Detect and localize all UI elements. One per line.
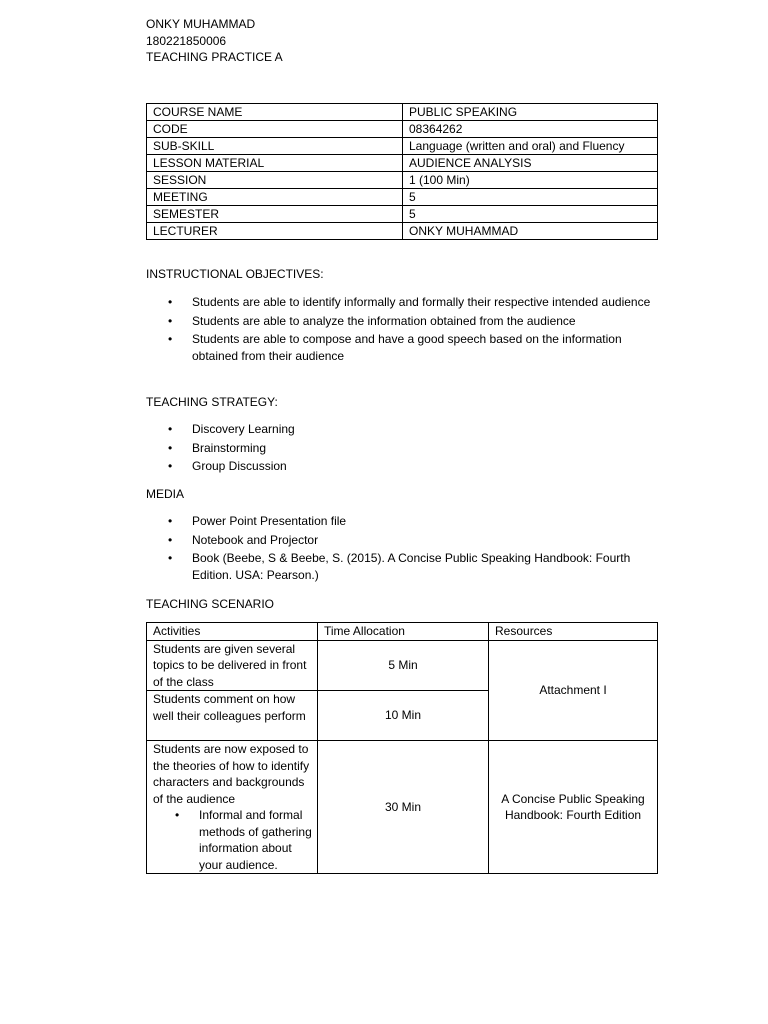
table-header-row — [147, 623, 658, 641]
column-header: Time Allocation — [318, 623, 489, 641]
list-item: • Notebook and Projector — [146, 532, 658, 549]
info-value: 1 (100 Min) — [403, 172, 658, 189]
time-cell: 30 Min — [318, 741, 489, 874]
course-info-table — [146, 103, 658, 240]
teaching-scenario-table — [146, 622, 658, 874]
strategy-list — [146, 421, 658, 475]
media-heading: MEDIA — [146, 487, 185, 501]
list-item: • Students are able to analyze the information obtained from the audience — [146, 313, 658, 330]
list-item: • Power Point Presentation file — [146, 513, 658, 530]
time-cell: 5 Min — [318, 640, 489, 691]
list-item: • Brainstorming — [146, 440, 658, 457]
activity-text: Students are now exposed to the theories of how to identify characters and backgrounds of the audience — [153, 742, 310, 806]
info-label: CODE — [147, 121, 403, 138]
info-value: PUBLIC SPEAKING — [403, 104, 658, 121]
info-value: AUDIENCE ANALYSIS — [403, 155, 658, 172]
table-row — [147, 138, 658, 155]
activity-cell: Students comment on how well their colleagues perform — [147, 691, 318, 741]
objectives-heading: INSTRUCTIONAL OBJECTIVES: — [146, 267, 324, 281]
info-value: 5 — [403, 206, 658, 223]
author-name: ONKY MUHAMMAD — [146, 17, 256, 31]
resource-cell: Attachment I — [489, 640, 658, 741]
table-row — [147, 172, 658, 189]
table-row — [147, 121, 658, 138]
info-label: SEMESTER — [147, 206, 403, 223]
resource-cell: A Concise Public Speaking Handbook: Fourth Edition — [489, 741, 658, 874]
info-value: Language (written and oral) and Fluency — [403, 138, 658, 155]
list-item: • Discovery Learning — [146, 421, 658, 438]
course-title: TEACHING PRACTICE A — [146, 50, 283, 64]
info-value: 5 — [403, 189, 658, 206]
list-item: • Book (Beebe, S & Beebe, S. (2015). A Concise Public Speaking Handbook: Fourth Edition. USA: Pearson.) — [146, 550, 658, 583]
info-label: COURSE NAME — [147, 104, 403, 121]
column-header: Activities — [147, 623, 318, 641]
table-row — [147, 206, 658, 223]
info-value: ONKY MUHAMMAD — [403, 223, 658, 240]
column-header: Resources — [489, 623, 658, 641]
list-item: • Students are able to identify informally and formally their respective intended audience — [146, 294, 658, 311]
scenario-heading: TEACHING SCENARIO — [146, 597, 275, 611]
strategy-heading: TEACHING STRATEGY: — [146, 395, 278, 409]
list-item: • Informal and formal methods of gathering information about your audience. — [153, 807, 317, 873]
activity-sublist — [153, 807, 317, 873]
info-label: LECTURER — [147, 223, 403, 240]
info-label: LESSON MATERIAL — [147, 155, 403, 172]
info-label: MEETING — [147, 189, 403, 206]
table-row — [147, 104, 658, 121]
activity-cell: Students are given several topics to be delivered in front of the class — [147, 640, 318, 691]
time-cell: 10 Min — [318, 691, 489, 741]
table-row — [147, 223, 658, 240]
list-item: • Group Discussion — [146, 458, 658, 475]
info-value: 08364262 — [403, 121, 658, 138]
table-row — [147, 189, 658, 206]
document-header — [146, 16, 283, 66]
table-row — [147, 640, 658, 691]
info-label: SESSION — [147, 172, 403, 189]
student-id: 180221850006 — [146, 33, 227, 48]
info-label: SUB-SKILL — [147, 138, 403, 155]
activity-cell — [147, 741, 318, 874]
table-row — [147, 155, 658, 172]
table-row — [147, 741, 658, 874]
objectives-list — [146, 294, 658, 366]
list-item: • Students are able to compose and have a good speech based on the information obtained from their audience — [146, 331, 658, 364]
media-list — [146, 513, 658, 583]
